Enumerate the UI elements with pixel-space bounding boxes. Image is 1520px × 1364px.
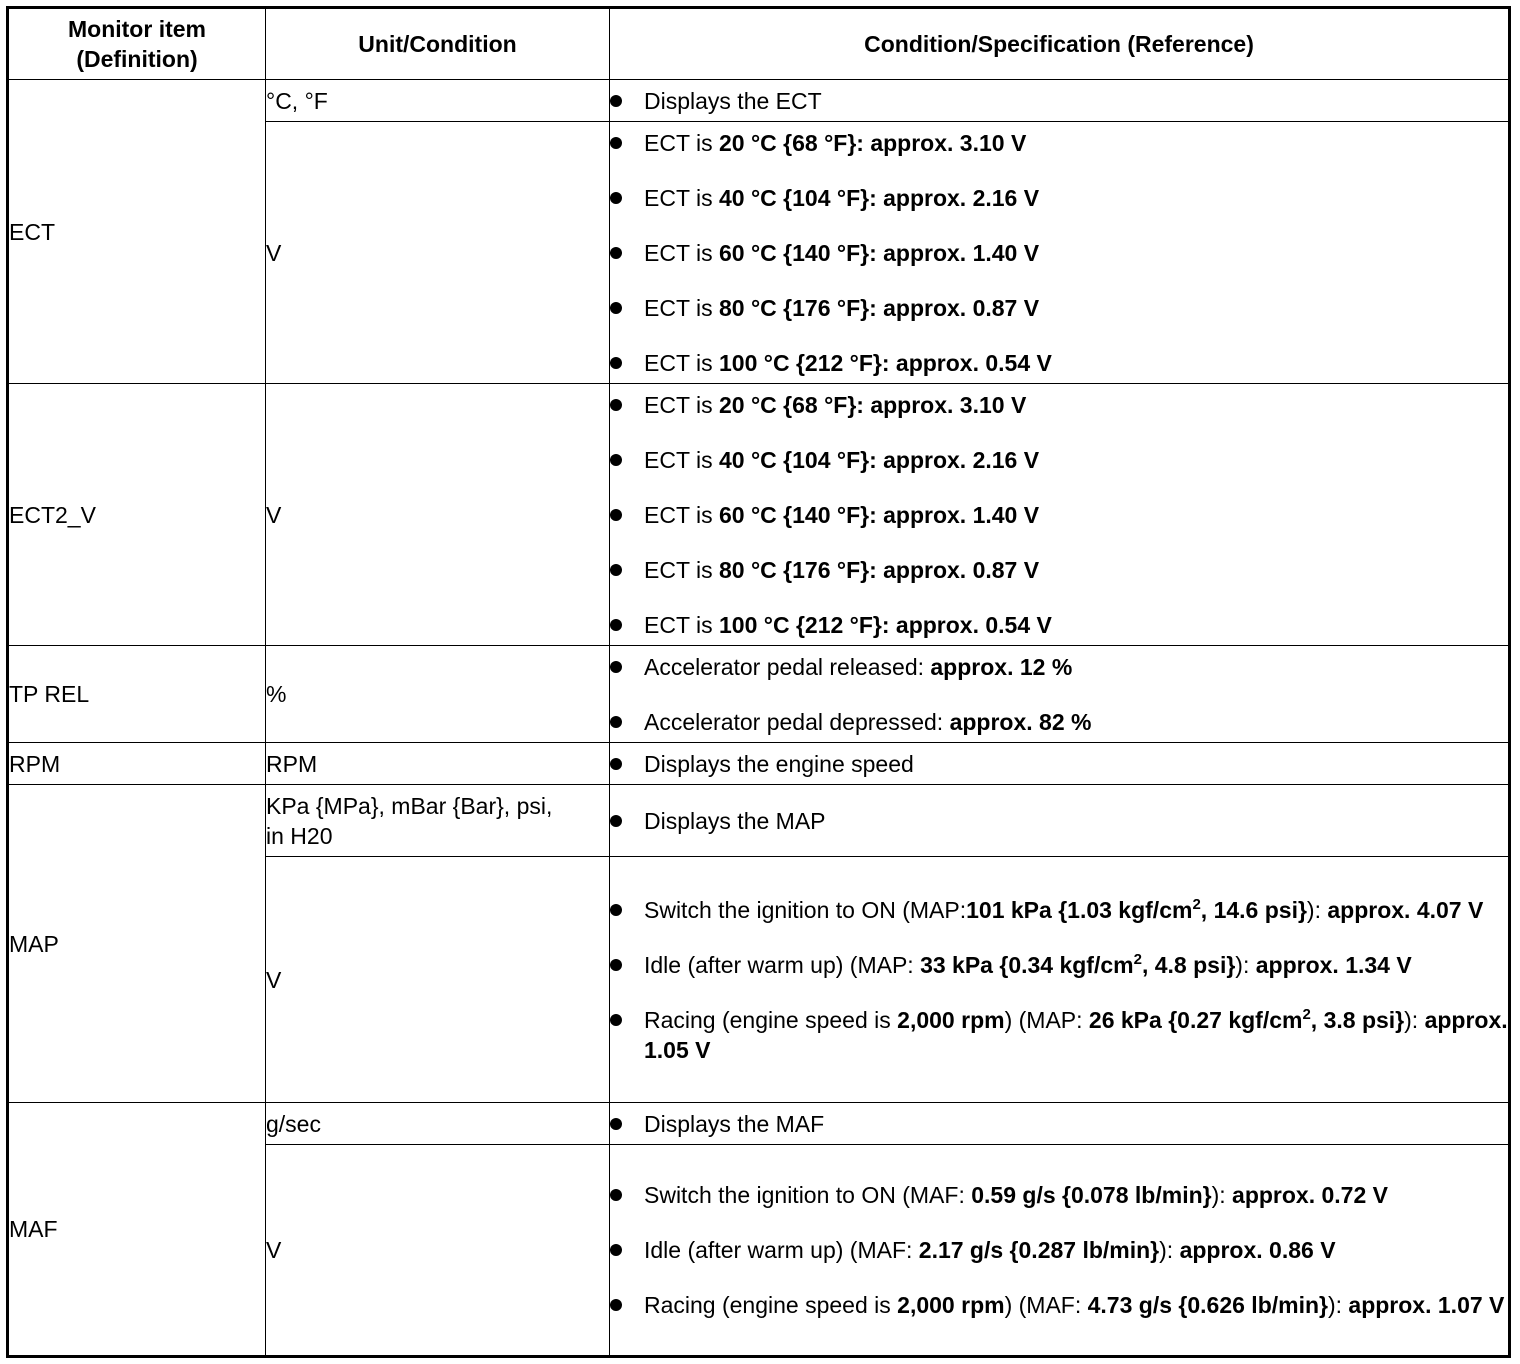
header-specification: Condition/Specification (Reference) — [610, 8, 1510, 80]
spec-cell — [610, 646, 1510, 743]
bullet-item: Accelerator pedal released: approx. 12 % — [610, 652, 1508, 682]
bullet-item: ECT is 60 °C {140 °F}: approx. 1.40 V — [610, 500, 1508, 530]
table-row — [8, 646, 1510, 743]
bullet-item: Idle (after warm up) (MAP: 33 kPa {0.34 kgf/$cm^2$, 4.8 psi}): approx. 1.34 V — [610, 950, 1508, 980]
monitor-item-maf: MAF — [8, 1103, 266, 1357]
spec-cell — [610, 384, 1510, 646]
unit-cell: V — [266, 384, 610, 646]
monitor-item-ect: ECT — [8, 80, 266, 384]
spec-cell — [610, 785, 1510, 857]
bullet-item: ECT is 80 °C {176 °F}: approx. 0.87 V — [610, 293, 1508, 323]
unit-cell: V — [266, 1145, 610, 1357]
spec-cell — [610, 80, 1510, 122]
spec-cell — [610, 1103, 1510, 1145]
bullet-list — [610, 1180, 1508, 1320]
bullet-item: Displays the ECT — [610, 86, 1508, 116]
bullet-list — [610, 652, 1508, 737]
bullet-list — [610, 128, 1508, 378]
bullet-item: ECT is 20 °C {68 °F}: approx. 3.10 V — [610, 128, 1508, 158]
unit-cell: °C, °F — [266, 80, 610, 122]
bullet-item: Switch the ignition to ON (MAF: 0.59 g/s {0.078 lb/min}): approx. 0.72 V — [610, 1180, 1508, 1210]
spec-cell — [610, 1145, 1510, 1357]
unit-cell: g/sec — [266, 1103, 610, 1145]
bullet-item: ECT is 100 °C {212 °F}: approx. 0.54 V — [610, 610, 1508, 640]
spec-table — [6, 6, 1511, 1358]
monitor-item-ect2-v: ECT2_V — [8, 384, 266, 646]
bullet-list — [610, 806, 1508, 836]
spec-cell — [610, 122, 1510, 384]
bullet-list — [610, 86, 1508, 116]
table-row — [8, 785, 1510, 857]
bullet-item: Accelerator pedal depressed: approx. 82 % — [610, 707, 1508, 737]
bullet-item: Displays the engine speed — [610, 749, 1508, 779]
bullet-list — [610, 390, 1508, 640]
unit-cell: V — [266, 857, 610, 1103]
bullet-item: Switch the ignition to ON (MAP:101 kPa {1.03 kgf/$cm^2$, 14.6 psi}): approx. 4.07 V — [610, 895, 1508, 925]
unit-cell: RPM — [266, 743, 610, 785]
header-row — [8, 8, 1510, 80]
bullet-item: ECT is 40 °C {104 °F}: approx. 2.16 V — [610, 183, 1508, 213]
bullet-item: ECT is 100 °C {212 °F}: approx. 0.54 V — [610, 348, 1508, 378]
spec-cell — [610, 743, 1510, 785]
bullet-item: Racing (engine speed is 2,000 rpm) (MAF: 4.73 g/s {0.626 lb/min}): approx. 1.07 V — [610, 1290, 1508, 1320]
monitor-item-map: MAP — [8, 785, 266, 1103]
unit-cell: % — [266, 646, 610, 743]
bullet-item: ECT is 80 °C {176 °F}: approx. 0.87 V — [610, 555, 1508, 585]
bullet-list — [610, 1109, 1508, 1139]
monitor-item-tp-rel: TP REL — [8, 646, 266, 743]
bullet-item: Displays the MAP — [610, 806, 1508, 836]
bullet-item: Racing (engine speed is 2,000 rpm) (MAP: 26 kPa {0.27 kgf/$cm^2$, 3.8 psi}): approx. 1.05 V — [610, 1005, 1508, 1065]
bullet-item: ECT is 40 °C {104 °F}: approx. 2.16 V — [610, 445, 1508, 475]
bullet-list — [610, 895, 1508, 1065]
table-row — [8, 384, 1510, 646]
bullet-item: Displays the MAF — [610, 1109, 1508, 1139]
bullet-item: ECT is 60 °C {140 °F}: approx. 1.40 V — [610, 238, 1508, 268]
bullet-item: ECT is 20 °C {68 °F}: approx. 3.10 V — [610, 390, 1508, 420]
monitor-item-rpm: RPM — [8, 743, 266, 785]
table-row — [8, 80, 1510, 122]
unit-cell: V — [266, 122, 610, 384]
table-row — [8, 743, 1510, 785]
unit-cell: KPa {MPa}, mBar {Bar}, psi, in H20 — [266, 785, 610, 857]
bullet-item: Idle (after warm up) (MAF: 2.17 g/s {0.287 lb/min}): approx. 0.86 V — [610, 1235, 1508, 1265]
spec-cell — [610, 857, 1510, 1103]
header-monitor-item: Monitor item (Definition) — [8, 8, 266, 80]
header-unit-condition: Unit/Condition — [266, 8, 610, 80]
bullet-list — [610, 749, 1508, 779]
table-row — [8, 1103, 1510, 1145]
